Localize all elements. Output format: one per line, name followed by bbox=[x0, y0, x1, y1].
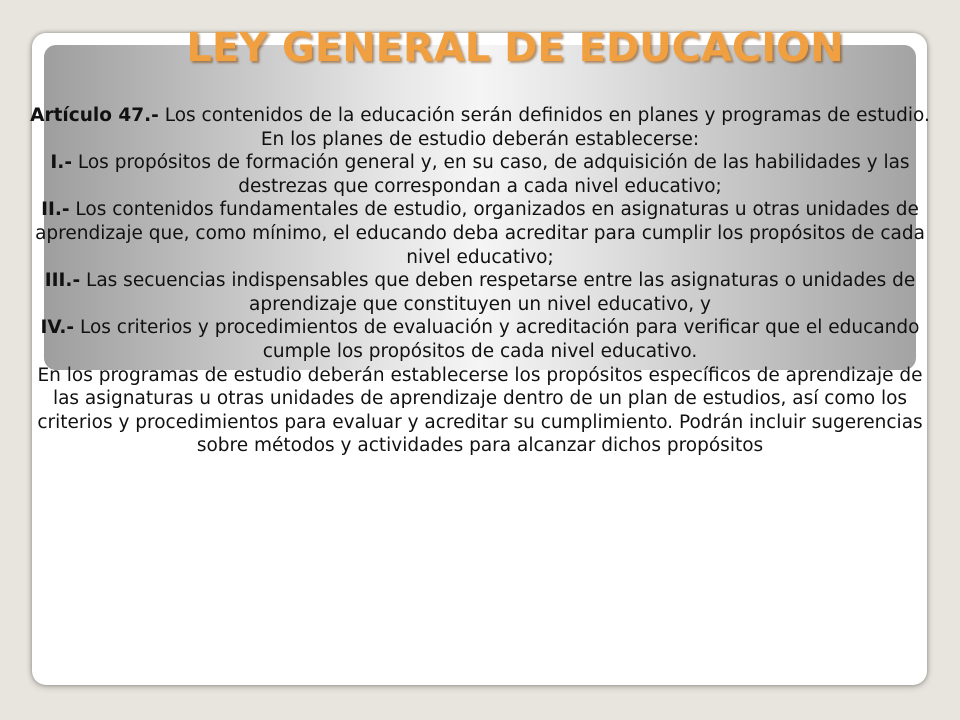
list-item-2 bbox=[30, 198, 930, 269]
slide-title: LEY GENERAL DE EDUCACION bbox=[186, 25, 844, 71]
list-item-1 bbox=[30, 151, 930, 198]
item-label: III.- bbox=[44, 270, 81, 292]
item-label: IV.- bbox=[40, 317, 75, 339]
item-label: I.- bbox=[50, 152, 72, 174]
article-text: Los contenidos de la educación serán definidos en planes y programas de estudio. bbox=[158, 105, 930, 126]
article-paragraph bbox=[30, 104, 930, 128]
article-body bbox=[30, 104, 930, 458]
item-text: Los criterios y procedimientos de evaluación y acreditación para verificar que el educando cumple los propósitos de cada nivel educativo. bbox=[74, 317, 920, 362]
programas-paragraph: En los programas de estudio deberán establecerse los propósitos específicos de aprendizaje de las asignaturas u otras unidades de aprendizaje dentro de un plan de estudios, así como los criterios y procedimientos para evaluar y acreditar su cumplimiento. Podrán incluir sugerencias sobre métodos y actividades para alcanzar dichos propósitos bbox=[37, 364, 923, 457]
list-item-4 bbox=[30, 316, 930, 363]
item-text: Las secuencias indispensables que deben respetarse entre las asignaturas o unidades de aprendizaje que constituyen un nivel educativo, y bbox=[80, 270, 916, 315]
planes-intro: En los planes de estudio deberán establecerse: bbox=[260, 128, 700, 150]
item-text: Los contenidos fundamentales de estudio, organizados en asignaturas u otras unidades de aprendizaje que, como mínimo, el educando deba acreditar para cumplir los propósitos de cada nivel educativo; bbox=[35, 199, 925, 268]
item-text: Los propósitos de formación general y, en su caso, de adquisición de las habilidades y las destrezas que correspondan a cada nivel educativo; bbox=[72, 152, 910, 197]
item-label: II.- bbox=[41, 199, 70, 221]
article-label: Artículo 47.- bbox=[30, 105, 159, 126]
list-item-3 bbox=[30, 269, 930, 316]
